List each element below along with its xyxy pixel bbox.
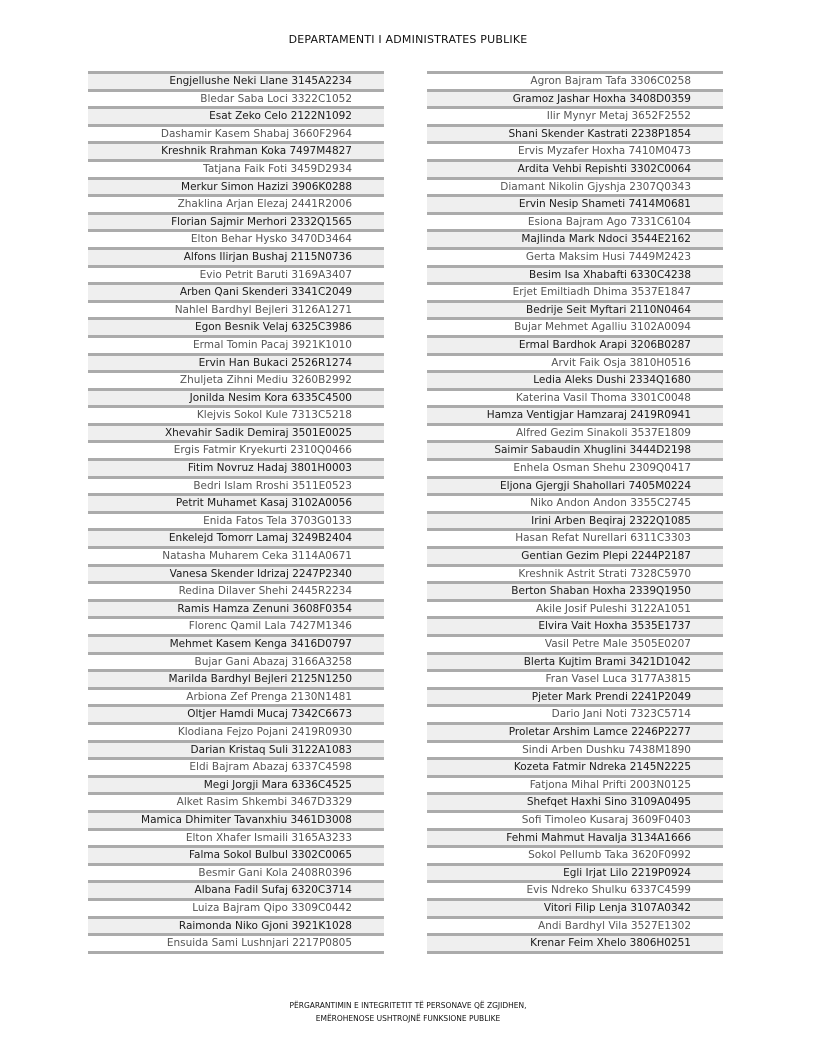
list-item: Enida Fatos Tela 3703G0133 (88, 511, 384, 529)
list-item: Pjeter Mark Prendi 2241P2049 (427, 687, 723, 705)
page-footer (0, 999, 816, 1025)
list-item: Florian Sajmir Merhori 2332Q1565 (88, 212, 384, 230)
list-item: Marilda Bardhyl Bejleri 2125N1250 (88, 669, 384, 687)
list-item: Zhuljeta Zihni Mediu 3260B2992 (88, 370, 384, 388)
list-item: Esat Zeko Celo 2122N1092 (88, 106, 384, 124)
list-item: Ardita Vehbi Repishti 3302C0064 (427, 159, 723, 177)
list-item: Luiza Bajram Qipo 3309C0442 (88, 898, 384, 916)
list-item: Xhevahir Sadik Demiraj 3501E0025 (88, 423, 384, 441)
list-item: Elvira Vait Hoxha 3535E1737 (427, 616, 723, 634)
list-item: Besmir Gani Kola 2408R0396 (88, 863, 384, 881)
list-item: Bedri Islam Rroshi 3511E0523 (88, 476, 384, 494)
list-item: Proletar Arshim Lamce 2246P2277 (427, 722, 723, 740)
list-item: Dashamir Kasem Shabaj 3660F2964 (88, 124, 384, 142)
list-item: Gramoz Jashar Hoxha 3408D0359 (427, 89, 723, 107)
footer-line-1: PËRGARANTIMIN E INTEGRITETIT TË PERSONAVE QË ZGJIDHEN, (289, 1001, 527, 1010)
list-item: Irini Arben Beqiraj 2322Q1085 (427, 511, 723, 529)
list-item: Erjet Emiltiadh Dhima 3537E1847 (427, 282, 723, 300)
list-item: Evio Petrit Baruti 3169A3407 (88, 265, 384, 283)
list-item: Ermal Bardhok Arapi 3206B0287 (427, 335, 723, 353)
list-item: Falma Sokol Bulbul 3302C0065 (88, 845, 384, 863)
list-item: Akile Josif Puleshi 3122A1051 (427, 599, 723, 617)
list-item: Berton Shaban Hoxha 2339Q1950 (427, 581, 723, 599)
list-item: Albana Fadil Sufaj 6320C3714 (88, 880, 384, 898)
list-item: Fatjona Mihal Prifti 2003N0125 (427, 775, 723, 793)
list-item: Klejvis Sokol Kule 7313C5218 (88, 405, 384, 423)
list-item: Krenar Feim Xhelo 3806H0251 (427, 933, 723, 951)
list-item: Merkur Simon Hazizi 3906K0288 (88, 177, 384, 195)
list-divider (88, 951, 384, 954)
list-item: Arben Qani Skenderi 3341C2049 (88, 282, 384, 300)
list-item: Engjellushe Neki Llane 3145A2234 (88, 71, 384, 89)
list-item: Alfons Ilirjan Bushaj 2115N0736 (88, 247, 384, 265)
list-item: Gentian Gezim Plepi 2244P2187 (427, 546, 723, 564)
list-item: Jonilda Nesim Kora 6335C4500 (88, 388, 384, 406)
list-item: Megi Jorgji Mara 6336C4525 (88, 775, 384, 793)
list-item: Elton Behar Hysko 3470D3464 (88, 229, 384, 247)
list-item: Enhela Osman Shehu 2309Q0417 (427, 458, 723, 476)
list-item: Hasan Refat Nurellari 6311C3303 (427, 528, 723, 546)
list-item: Majlinda Mark Ndoci 3544E2162 (427, 229, 723, 247)
list-item: Blerta Kujtim Brami 3421D1042 (427, 652, 723, 670)
list-item: Vasil Petre Male 3505E0207 (427, 634, 723, 652)
list-item: Zhaklina Arjan Elezaj 2441R2006 (88, 194, 384, 212)
list-item: Mehmet Kasem Kenga 3416D0797 (88, 634, 384, 652)
list-item: Eljona Gjergji Shahollari 7405M0224 (427, 476, 723, 494)
list-item: Elton Xhafer Ismaili 3165A3233 (88, 828, 384, 846)
list-item: Shefqet Haxhi Sino 3109A0495 (427, 792, 723, 810)
list-item: Egon Besnik Velaj 6325C3986 (88, 317, 384, 335)
list-item: Oltjer Hamdi Mucaj 7342C6673 (88, 704, 384, 722)
list-item: Ervin Han Bukaci 2526R1274 (88, 353, 384, 371)
list-item: Egli Irjat Lilo 2219P0924 (427, 863, 723, 881)
list-item: Kozeta Fatmir Ndreka 2145N2225 (427, 757, 723, 775)
list-item: Andi Bardhyl Vila 3527E1302 (427, 916, 723, 934)
list-item: Bujar Gani Abazaj 3166A3258 (88, 652, 384, 670)
list-item: Gerta Maksim Husi 7449M2423 (427, 247, 723, 265)
list-item: Katerina Vasil Thoma 3301C0048 (427, 388, 723, 406)
list-item: Ermal Tomin Pacaj 3921K1010 (88, 335, 384, 353)
right-name-list (427, 71, 723, 954)
left-name-list (88, 71, 384, 954)
list-item: Kreshnik Rrahman Koka 7497M4827 (88, 141, 384, 159)
list-item: Arbiona Zef Prenga 2130N1481 (88, 687, 384, 705)
list-item: Sokol Pellumb Taka 3620F0992 (427, 845, 723, 863)
list-item: Evis Ndreko Shulku 6337C4599 (427, 880, 723, 898)
list-item: Arvit Faik Osja 3810H0516 (427, 353, 723, 371)
list-item: Ilir Mynyr Metaj 3652F2552 (427, 106, 723, 124)
list-item: Fran Vasel Luca 3177A3815 (427, 669, 723, 687)
list-item: Vanesa Skender Idrizaj 2247P2340 (88, 564, 384, 582)
list-item: Ergis Fatmir Kryekurti 2310Q0466 (88, 440, 384, 458)
list-item: Hamza Ventigjar Hamzaraj 2419R0941 (427, 405, 723, 423)
list-item: Raimonda Niko Gjoni 3921K1028 (88, 916, 384, 934)
list-item: Ledia Aleks Dushi 2334Q1680 (427, 370, 723, 388)
list-item: Mamica Dhimiter Tavanxhiu 3461D3008 (88, 810, 384, 828)
list-item: Fitim Novruz Hadaj 3801H0003 (88, 458, 384, 476)
list-item: Alket Rasim Shkembi 3467D3329 (88, 792, 384, 810)
list-item: Enkelejd Tomorr Lamaj 3249B2404 (88, 528, 384, 546)
list-item: Ramis Hamza Zenuni 3608F0354 (88, 599, 384, 617)
list-item: Bedrije Seit Myftari 2110N0464 (427, 300, 723, 318)
footer-line-2: EMËROHENOSE USHTROJNË FUNKSIONE PUBLIKE (315, 1014, 501, 1023)
list-divider (427, 951, 723, 954)
list-item: Florenc Qamil Lala 7427M1346 (88, 616, 384, 634)
list-item: Natasha Muharem Ceka 3114A0671 (88, 546, 384, 564)
list-item: Petrit Muhamet Kasaj 3102A0056 (88, 493, 384, 511)
list-item: Esiona Bajram Ago 7331C6104 (427, 212, 723, 230)
list-item: Saimir Sabaudin Xhuglini 3444D2198 (427, 440, 723, 458)
list-item: Nahlel Bardhyl Bejleri 3126A1271 (88, 300, 384, 318)
list-item: Ervis Myzafer Hoxha 7410M0473 (427, 141, 723, 159)
list-item: Bledar Saba Loci 3322C1052 (88, 89, 384, 107)
list-item: Tatjana Faik Foti 3459D2934 (88, 159, 384, 177)
list-item: Diamant Nikolin Gjyshja 2307Q0343 (427, 177, 723, 195)
list-item: Darian Kristaq Suli 3122A1083 (88, 740, 384, 758)
list-item: Ervin Nesip Shameti 7414M0681 (427, 194, 723, 212)
list-item: Sofi Timoleo Kusaraj 3609F0403 (427, 810, 723, 828)
list-item: Sindi Arben Dushku 7438M1890 (427, 740, 723, 758)
list-item: Klodiana Fejzo Pojani 2419R0930 (88, 722, 384, 740)
list-item: Dario Jani Noti 7323C5714 (427, 704, 723, 722)
list-item: Agron Bajram Tafa 3306C0258 (427, 71, 723, 89)
list-item: Eldi Bajram Abazaj 6337C4598 (88, 757, 384, 775)
page-title: DEPARTAMENTI I ADMINISTRATES PUBLIKE (288, 33, 528, 46)
list-item: Alfred Gezim Sinakoli 3537E1809 (427, 423, 723, 441)
list-item: Besim Isa Xhabafti 6330C4238 (427, 265, 723, 283)
list-item: Fehmi Mahmut Havalja 3134A1666 (427, 828, 723, 846)
list-item: Kreshnik Astrit Strati 7328C5970 (427, 564, 723, 582)
list-item: Redina Dilaver Shehi 2445R2234 (88, 581, 384, 599)
list-item: Shani Skender Kastrati 2238P1854 (427, 124, 723, 142)
list-item: Bujar Mehmet Agalliu 3102A0094 (427, 317, 723, 335)
list-item: Ensuida Sami Lushnjari 2217P0805 (88, 933, 384, 951)
list-item: Vitori Filip Lenja 3107A0342 (427, 898, 723, 916)
list-item: Niko Andon Andon 3355C2745 (427, 493, 723, 511)
